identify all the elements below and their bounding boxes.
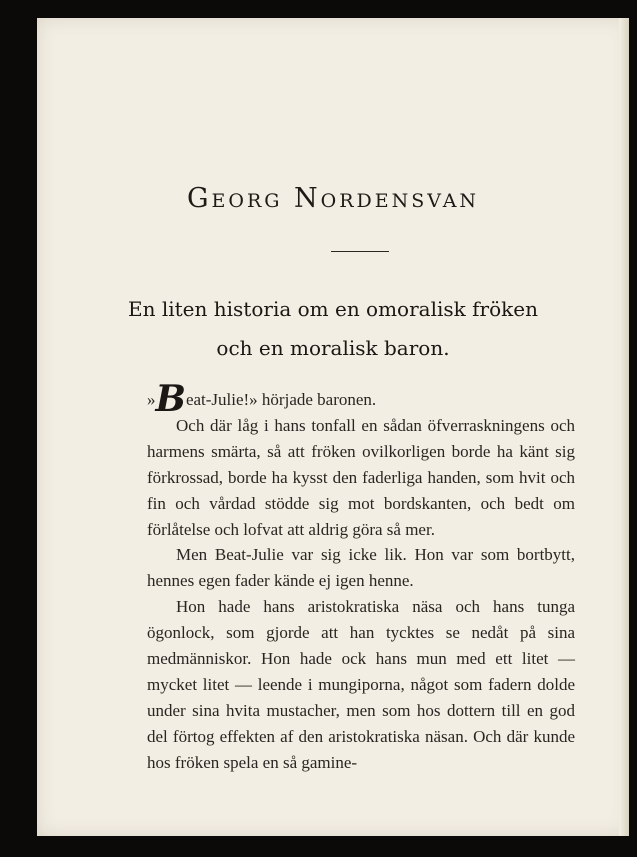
story-title bbox=[37, 290, 629, 368]
author-name: Georg Nordensvan bbox=[186, 183, 480, 214]
title-line-1: En liten historia om en omoralisk fröken bbox=[128, 297, 538, 321]
page-edge bbox=[619, 18, 629, 836]
drop-cap: B bbox=[155, 378, 186, 420]
paragraph-1 bbox=[147, 378, 575, 420]
paragraph-2: Och där låg i hans tonfall en sådan öfverraskningens och harmens smärta, så att fröken ovilkorligen borde ha känt sig förkrossad, borde ha kysst den faderliga handen, som hvit och fin och vårdad stödde sig mot bordskanten, och bedt om förlåtelse och lofvat att aldrig göra så mer. bbox=[147, 415, 575, 539]
book-page bbox=[37, 18, 629, 836]
body-text bbox=[147, 378, 575, 776]
title-line-2: och en moralisk baron. bbox=[216, 336, 450, 360]
paragraph-3: Men Beat-Julie var sig icke lik. Hon var som bortbytt, hennes egen fader kände ej igen henne. bbox=[147, 545, 575, 591]
paragraph-1-text: eat-Julie!» hörjade baronen. bbox=[185, 390, 377, 409]
open-quote: » bbox=[147, 390, 156, 409]
ornamental-rule bbox=[331, 251, 389, 252]
paragraph-4: Hon hade hans aristokratiska näsa och hans tunga ögonlock, som gjorde att han tycktes se nedåt på sina medmänniskor. Hon hade ock hans mun med ett litet — mycket litet — leende i mungiporna, något som fadern dolde under sina hvita mustacher, men som hos dottern till en god del förtog effekten af den aristokratiska näsan. Och där kunde hos fröken spela en så gamine- bbox=[147, 597, 575, 772]
